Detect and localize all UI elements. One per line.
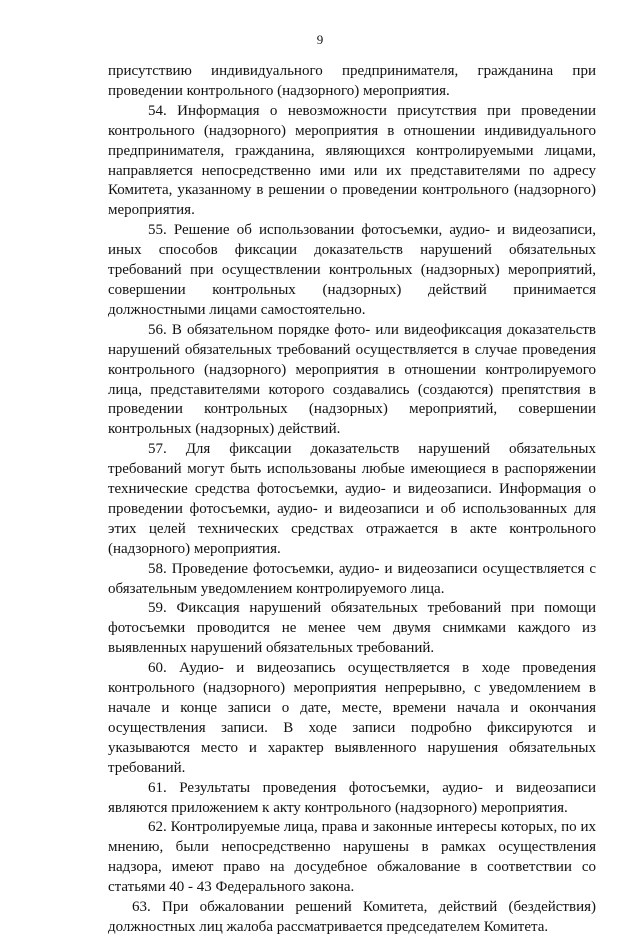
paragraph-62: 62. Контролируемые лица, права и законные интересы которых, по их мнению, были непосредственно нарушены в рамках осуществления надзора, имеют право на досудебное обжалование в соответствии со статьями 40 - 43 Федерального закона. — [108, 819, 596, 896]
paragraph-63: 63. При обжаловании решений Комитета, действий (бездействия) должностных лиц жалоба рассматривается председателем Комитета. — [108, 899, 596, 935]
paragraph-59: 59. Фиксация нарушений обязательных требований при помощи фотосъемки проводится не менее чем двумя снимками каждого из выявленных нарушений обязательных требований. — [108, 600, 596, 657]
page-number: 9 — [316, 32, 324, 47]
paragraph-57: 57. Для фиксации доказательств нарушений обязательных требований могут быть использованы любые имеющиеся в распоряжении технические средства фотосъемки, аудио- и видеозаписи. Информация о проведении фотосъемки, аудио- и видеозаписи и об использованных для этих целей технических средствах отражается в акте контрольного (надзорного) мероприятия. — [108, 441, 596, 557]
document-body — [108, 62, 596, 938]
paragraph-60: 60. Аудио- и видеозапись осуществляется в ходе проведения контрольного (надзорного) мероприятия непрерывно, с уведомлением в начале и конце записи о дате, месте, времени начала и окончания осуществления записи. В ходе записи подробно фиксируются и указываются место и характер выявленного нарушения обязательных требований. — [108, 660, 596, 776]
paragraph-54: 54. Информация о невозможности присутствия при проведении контрольного (надзорного) мероприятия в отношении индивидуального предпринимателя, гражданина, являющихся контролируемыми лицами, направляется непосредственно ими или их представителями по адресу Комитета, указанному в решении о проведении контрольного (надзорного) мероприятия. — [108, 102, 596, 219]
paragraph-continuation: присутствию индивидуального предпринимателя, гражданина при проведении контрольного (надзорного) мероприятия. — [108, 63, 596, 99]
paragraph-61: 61. Результаты проведения фотосъемки, аудио- и видеозаписи являются приложением к акту контрольного (надзорного) мероприятия. — [108, 779, 596, 816]
paragraph-58: 58. Проведение фотосъемки, аудио- и видеозаписи осуществляется с обязательным уведомлением контролируемого лица. — [108, 560, 596, 597]
paragraph-56: 56. В обязательном порядке фото- или видеофиксация доказательств нарушений обязательных требований осуществляется в случае проведения контрольного (надзорного) мероприятия в отношении контролируемого лица, представителями которого создавались (создаются) препятствия в проведении контрольных (надзорных) мероприятий, совершении контрольных (надзорных) действий. — [108, 321, 596, 438]
paragraph-55: 55. Решение об использовании фотосъемки, аудио- и видеозаписи, иных способов фиксации доказательств нарушений обязательных требований при осуществлении контрольных (надзорных) мероприятий, совершении контрольных (надзорных) действий принимается должностными лицами самостоятельно. — [108, 222, 596, 318]
